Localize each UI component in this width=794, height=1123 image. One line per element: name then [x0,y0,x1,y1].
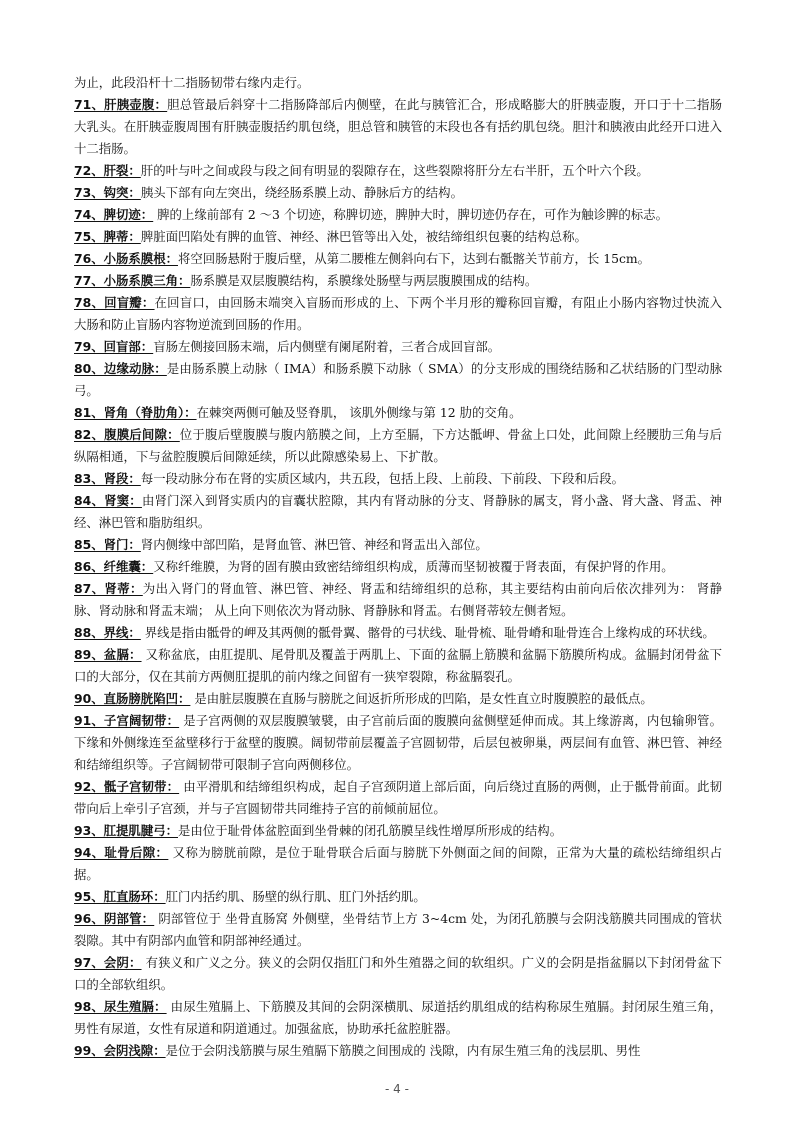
definition-term: 77、小肠系膜三角： [74,273,191,288]
definition-text: 又称盆底，由肛提肌、尾骨肌及覆盖于两肌上、下面的盆膈上筋膜和盆膈下筋膜所构成。盆膈封闭骨盆下口的大部分，仅在其前方两侧肛提肌的前内缘之间留有一狭窄裂隙，称盆膈裂孔。 [74,647,722,684]
definition-entry [74,292,722,336]
definition-text: 是由肠系膜上动脉（ IMA）和肠系膜下动脉（ SMA）的分支形成的围绕结肠和乙状结肠的门型动脉弓。 [74,361,722,398]
definition-term: 97、会阴： [74,955,142,970]
definition-term: 83、肾段： [74,471,141,486]
definition-text: 是位于会阴浅筋膜与尿生殖膈下筋膜之间围成的 浅隙，内有尿生殖三角的浅层肌、男性 [165,1043,641,1058]
definition-entry [74,204,722,226]
definition-text: 胰头下部有向左突出，绕经肠系膜上动、静脉后方的结构。 [140,185,463,200]
definition-term: 88、界线： [74,625,141,640]
definition-text: 肛门内括约肌、肠壁的纵行肌、肛门外括约肌。 [165,889,426,904]
definition-term: 95、肛直肠环： [74,889,166,904]
definition-entry [74,952,722,996]
definition-text: 又称纤维膜，为肾的固有膜由致密结缔组织构成，质薄而坚韧被覆于肾表面，有保护肾的作用。 [153,559,674,574]
definition-entry [74,336,722,358]
definition-text: 由肾门深入到肾实质内的盲囊状腔隙，其内有肾动脉的分支、肾静脉的属支，肾小盏、肾大盏、肾盂、神经、淋巴管和脂肪组织。 [74,493,723,530]
definition-entry [74,424,722,468]
definition-entry [74,468,722,490]
definition-entry [74,886,722,908]
definition-text: 脾脏面凹陷处有脾的血管、神经、淋巴管等出入处，被结缔组织包裹的结构总称。 [140,229,587,244]
definition-text: 肾内侧缘中部凹陷，是肾血管、淋巴管、神经和肾盂出入部位。 [140,537,488,552]
definition-entry [74,182,722,204]
definition-entry [74,908,722,952]
definition-entry [74,556,722,578]
definition-term: 74、脾切迹： [74,207,154,222]
definition-entry [74,710,722,776]
definition-text: 每一段动脉分布在肾的实质区域内，共五段，包括上段、上前段、下前段、下段和后段。 [140,471,625,486]
definition-list [74,94,722,1062]
definition-entry [74,534,722,556]
definition-term: 72、肝裂： [74,163,141,178]
definition-text: 胆总管最后斜穿十二指肠降部后内侧壁，在此与胰管汇合，形成略膨大的肝胰壶腹，开口于十二指肠大乳头。在肝胰壶腹周围有肝胰壶腹括约肌包绕，胆总管和胰管的末段也各有括约肌包绕。胆汁和胰液由此经开口进入十二指肠。 [74,97,723,156]
definition-term: 86、纤维囊： [74,559,154,574]
definition-text: 界线是指由骶骨的岬及其两侧的骶骨翼、髂骨的弓状线、耻骨梳、耻骨嵴和耻骨连合上缘构成的环状线。 [140,625,715,640]
definition-text: 是由位于耻骨体盆腔面到坐骨棘的闭孔筋膜呈线性增厚所形成的结构。 [177,823,563,838]
definition-text: 脾的上缘前部有 2 ～3 个切迹，称脾切迹，脾肿大时，脾切迹仍存在，可作为触诊脾的标志。 [153,207,668,222]
definition-entry [74,688,722,710]
definition-entry [74,776,722,820]
definition-entry [74,996,722,1040]
definition-text: 位于腹后壁腹膜与腹内筋膜之间，上方至膈，下方达骶岬、骨盆上口处，此间隙上经腰肋三角与后纵隔相通，下与盆腔腹膜后间隙延续，所以此隙感染易上、下扩散。 [74,427,723,464]
definition-text: 将空回肠悬附于腹后壁，从第二腰椎左侧斜向右下，达到右骶髂关节前方，长 15cm。 [177,251,651,266]
definition-text: 由平滑肌和结缔组织构成，起自子宫颈阴道上部后面，向后绕过直肠的两侧，止于骶骨前面。此韧带向后上牵引子宫颈，并与子宫圆韧带共同维持子宫的前倾前屈位。 [74,779,722,816]
definition-entry [74,644,722,688]
page-number: - 4 - [385,1082,409,1096]
definition-text: 是子宫两侧的双层腹膜皱襞，由子宫前后面的腹膜向盆侧壁延伸而成。其上缘游离，内包输卵管。下缘和外侧缘连至盆壁移行于盆壁的腹膜。阔韧带前层覆盖子宫圆韧带，后层包被卵巢，两层间有血管、淋巴管、神经和结缔组织等。子宫阔韧带可限制子宫向两侧移位。 [74,713,722,772]
definition-term: 71、肝胰壶腹： [74,97,168,112]
definition-term: 82、腹膜后间隙： [74,427,180,442]
definition-text: 是由脏层腹膜在直肠与膀胱之间返折所形成的凹陷，是女性直立时腹膜腔的最低点。 [190,691,653,706]
definition-term: 93、肛提肌腱弓： [74,823,178,838]
definition-term: 91、子宫阔韧带： [74,713,180,728]
definition-term: 84、肾窦： [74,493,142,508]
definition-term: 73、钩突： [74,185,141,200]
definition-term: 90、直肠膀胱陷凹： [74,691,191,706]
definition-text: 肠系膜是双层腹膜结构，系膜缘处肠壁与两层腹膜围成的结构。 [190,273,538,288]
definition-text: 由尿生殖膈上、下筋膜及其间的会阴深横肌、尿道括约肌组成的结构称尿生殖膈。封闭尿生殖三角，男性有尿道，女性有尿道和阴道通过。加强盆底，协助承托盆腔脏器。 [74,999,722,1036]
document-body [74,72,722,1062]
definition-term: 80、边缘动脉： [74,361,167,376]
definition-entry [74,1040,722,1062]
definition-entry [74,402,722,424]
definition-entry [74,248,722,270]
definition-entry [74,94,722,160]
definition-text: 在棘突两侧可触及竖脊肌， 该肌外侧缘与第 12 肋的交角。 [196,405,522,420]
definition-term: 98、尿生殖膈： [74,999,167,1014]
definition-term: 75、脾蒂： [74,229,141,244]
definition-term: 99、会阴浅隙： [74,1043,166,1058]
definition-term: 76、小肠系膜根： [74,251,178,266]
definition-term: 81、肾角（脊肋角）： [74,405,197,420]
definition-term: 85、肾门： [74,537,141,552]
definition-text: 在回盲口，由回肠末端突入盲肠而形成的上、下两个半月形的瓣称回盲瓣，有阻止小肠内容物过快流入大肠和防止盲肠内容物逆流到回肠的作用。 [74,295,722,332]
definition-term: 87、肾蒂： [74,581,143,596]
definition-entry [74,578,722,622]
definition-term: 78、回盲瓣： [74,295,155,310]
definition-entry [74,160,722,182]
definition-text: 有狭义和广义之分。狭义的会阴仅指肛门和外生殖器之间的软组织。广义的会阴是指盆膈以下封闭骨盆下口的全部软组织。 [74,955,722,992]
definition-term: 79、回盲部： [74,339,154,354]
definition-term: 94、耻骨后隙： [74,845,169,860]
definition-text: 阴部管位于 坐骨直肠窝 外侧壁，坐骨结节上方 3~4cm 处，为闭孔筋膜与会阴浅筋膜共同围成的管状裂隙。其中有阴部内血管和阴部神经通过。 [74,911,722,948]
definition-text: 又称为膀胱前隙，是位于耻骨联合后面与膀胱下外侧面之间的间隙，正常为大量的疏松结缔组织占据。 [74,845,722,882]
definition-entry [74,226,722,248]
definition-entry [74,842,722,886]
definition-term: 89、盆膈： [74,647,142,662]
definition-text: 为出入肾门的肾血管、淋巴管、神经、肾盂和结缔组织的总称，其主要结构由前向后依次排列为： 肾静脉、肾动脉和肾盂末端； 从上向下则依次为肾动脉、肾静脉和肾盂。右侧肾蒂较左侧者短。 [74,581,722,618]
definition-term: 92、骶子宫韧带： [74,779,180,794]
definition-term: 96、阴部管： [74,911,155,926]
definition-entry [74,820,722,842]
intro-text: 为止，此段沿杆十二指肠韧带右缘内走行。 [74,75,310,90]
definition-text: 盲肠左侧接回肠末端，后内侧壁有阑尾附着，三者合成回盲部。 [153,339,501,354]
definition-entry [74,270,722,292]
definition-entry [74,622,722,644]
definition-text: 肝的叶与叶之间或段与段之间有明显的裂隙存在，这些裂隙将肝分左右半肝，五个叶六个段。 [140,163,649,178]
definition-entry [74,490,722,534]
definition-entry [74,358,722,402]
